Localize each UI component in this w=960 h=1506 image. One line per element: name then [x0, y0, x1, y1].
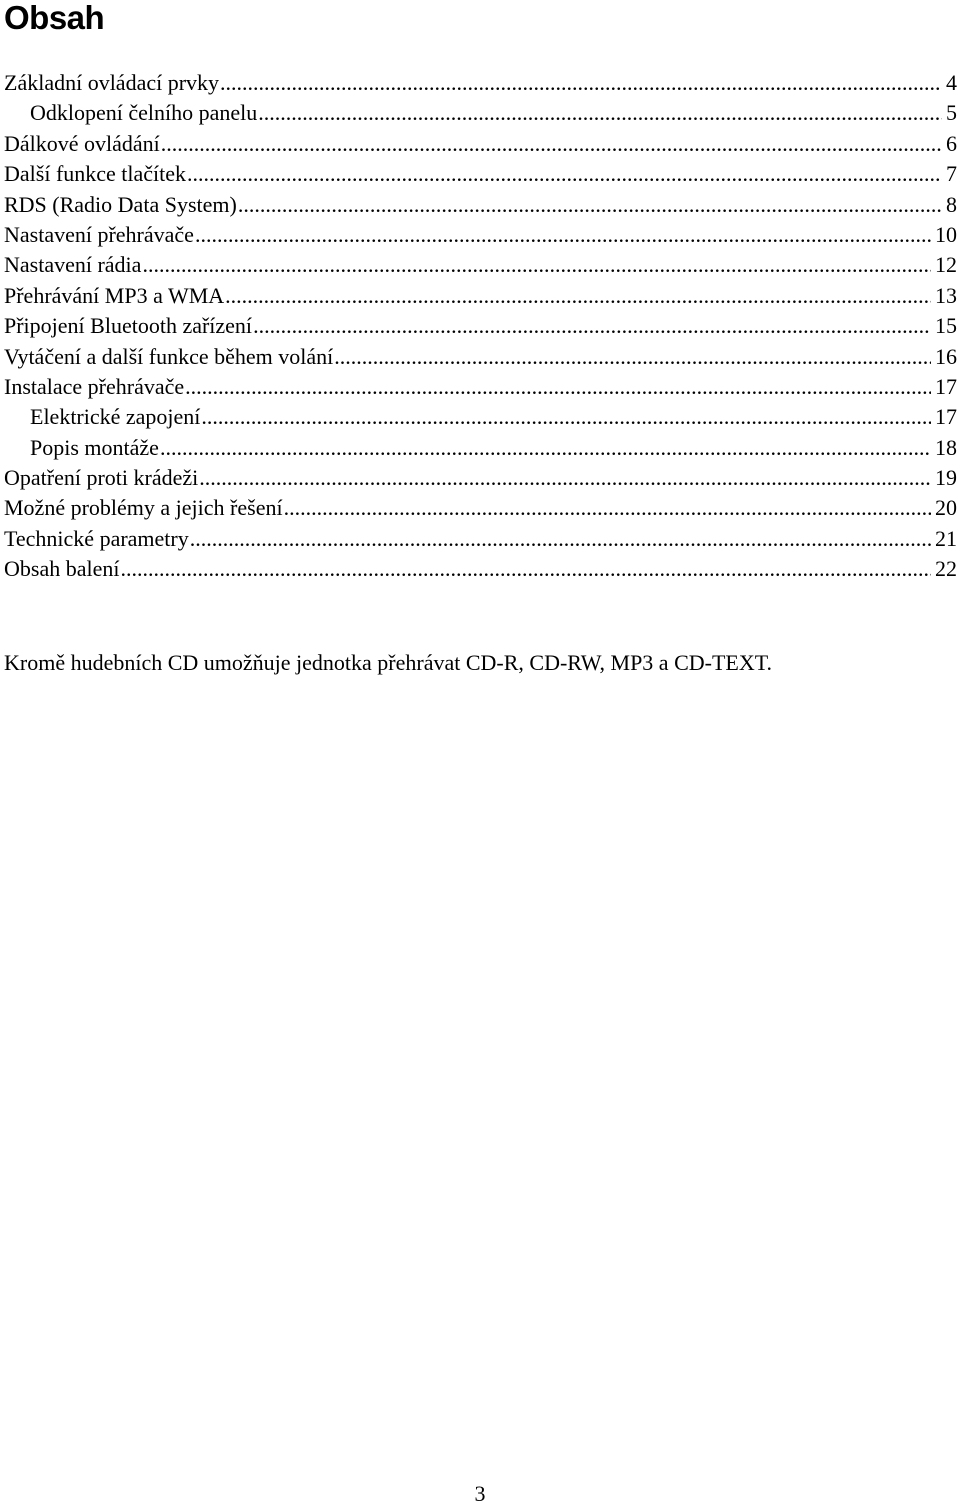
- toc-leader-dots: [199, 463, 931, 493]
- toc-entry[interactable]: [4, 281, 957, 311]
- toc-entry-page: 8: [946, 191, 957, 217]
- toc-leader-dots: [284, 493, 931, 523]
- toc-entry[interactable]: [4, 433, 957, 463]
- toc-entry-page: 15: [935, 313, 957, 339]
- toc-entry[interactable]: [4, 68, 957, 98]
- toc-entry-label: Připojení Bluetooth zařízení: [4, 313, 253, 339]
- toc-entry-page: 6: [946, 130, 957, 156]
- toc-entry-label: Technické parametry: [4, 525, 189, 551]
- toc-entry[interactable]: [4, 220, 957, 250]
- toc-leader-dots: [187, 159, 942, 189]
- toc-entry[interactable]: [4, 342, 957, 372]
- toc-entry[interactable]: [4, 402, 957, 432]
- toc-entry-label: Instalace přehrávače: [4, 373, 185, 399]
- toc-entry-label: Další funkce tlačítek: [4, 161, 187, 187]
- toc-entry[interactable]: [4, 159, 957, 189]
- toc-entry-page: 17: [935, 373, 957, 399]
- page-title: Obsah: [4, 0, 105, 36]
- toc-entry-page: 12: [935, 252, 957, 278]
- toc-entry-page: 10: [935, 221, 957, 247]
- toc-leader-dots: [201, 402, 931, 432]
- toc-leader-dots: [220, 68, 942, 98]
- toc-entry-page: 7: [946, 161, 957, 187]
- toc-entry-page: 13: [935, 282, 957, 308]
- toc-entry-label: Opatření proti krádeži: [4, 465, 199, 491]
- toc-leader-dots: [161, 129, 942, 159]
- toc-leader-dots: [120, 554, 931, 584]
- toc-leader-dots: [225, 281, 931, 311]
- toc-entry-page: 5: [946, 100, 957, 126]
- toc-leader-dots: [334, 342, 931, 372]
- toc-entry-label: Obsah balení: [4, 556, 120, 582]
- toc-leader-dots: [258, 98, 942, 128]
- toc-entry[interactable]: [4, 463, 957, 493]
- toc-entry[interactable]: [4, 372, 957, 402]
- toc-entry[interactable]: [4, 493, 957, 523]
- toc-entry-label: RDS (Radio Data System): [4, 191, 237, 217]
- page-number: 3: [474, 1481, 486, 1506]
- toc-leader-dots: [253, 311, 931, 341]
- toc-entry-page: 16: [935, 343, 957, 369]
- toc-entry-label: Popis montáže: [30, 434, 159, 460]
- toc-entry-page: 20: [935, 495, 957, 521]
- toc-entry-label: Vytáčení a další funkce během volání: [4, 343, 334, 369]
- toc-entry[interactable]: [4, 98, 957, 128]
- toc-entry[interactable]: [4, 190, 957, 220]
- toc-entry[interactable]: [4, 250, 957, 280]
- toc-leader-dots: [160, 433, 931, 463]
- toc-entry-label: Možné problémy a jejich řešení: [4, 495, 283, 521]
- toc-entry-page: 22: [935, 556, 957, 582]
- toc-entry[interactable]: [4, 524, 957, 554]
- toc-leader-dots: [142, 250, 931, 280]
- toc-leader-dots: [190, 524, 931, 554]
- toc-entry-label: Základní ovládací prvky: [4, 70, 220, 95]
- toc-entry-label: Nastavení přehrávače: [4, 221, 194, 247]
- toc-entry-page: 19: [935, 465, 957, 491]
- toc-entry-page: 21: [935, 525, 957, 551]
- toc-entry-page: 4: [946, 70, 957, 95]
- toc-entry-page: 18: [935, 434, 957, 460]
- toc-entry[interactable]: [4, 311, 957, 341]
- toc-leader-dots: [238, 190, 942, 220]
- compatibility-note: Kromě hudebních CD umožňuje jednotka přehrávat CD-R, CD-RW, MP3 a CD-TEXT.: [4, 650, 773, 675]
- toc-entry-label: Elektrické zapojení: [30, 404, 201, 430]
- toc-entry[interactable]: [4, 554, 957, 584]
- table-of-contents: [4, 68, 957, 585]
- toc-entry[interactable]: [4, 129, 957, 159]
- toc-entry-label: Odklopení čelního panelu: [30, 100, 258, 126]
- toc-entry-label: Dálkové ovládání: [4, 130, 160, 156]
- toc-entry-page: 17: [935, 404, 957, 430]
- toc-leader-dots: [185, 372, 931, 402]
- toc-entry-label: Nastavení rádia: [4, 252, 142, 278]
- toc-leader-dots: [195, 220, 931, 250]
- toc-entry-label: Přehrávání MP3 a WMA: [4, 282, 225, 308]
